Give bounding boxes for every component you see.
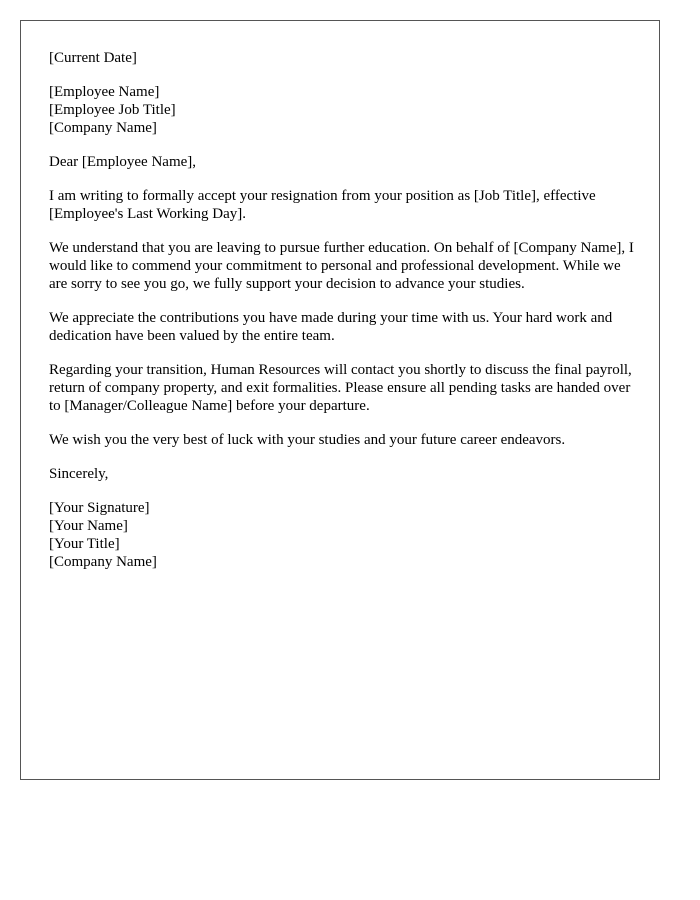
paragraph-transition: Regarding your transition, Human Resources will contact you shortly to discuss the final payroll, return of company property, and exit formalities. Please ensure all pending tasks are handed over to [Manager/Colleague Name] before your departure. [49,362,632,414]
recipient-name: [Employee Name] [49,84,160,100]
date-text: [Current Date] [49,50,137,66]
closing: Sincerely, [49,466,109,482]
salutation: Dear [Employee Name], [49,154,197,170]
sender-name: [Your Name] [49,518,128,534]
sender-block [49,499,639,571]
paragraph-acceptance: I am writing to formally accept your resignation from your position as [Job Title], effective [Employee's Last Working Day]. [49,188,596,222]
paragraph-well-wishes: We wish you the very best of luck with your studies and your future career endeavors. [49,432,566,448]
letter-date [49,49,639,67]
sender-company: [Company Name] [49,554,157,570]
paragraph-education: We understand that you are leaving to pursue further education. On behalf of [Company Name], I would like to commend your commitment to personal and professional development. While we are sorry to see you go, we fully support your decision to advance your studies. [49,240,634,292]
recipient-company: [Company Name] [49,120,157,136]
recipient-address [49,83,639,137]
sender-title: [Your Title] [49,536,120,552]
letter-body [49,49,639,587]
letter-page [20,20,660,780]
paragraph-appreciation: We appreciate the contributions you have made during your time with us. Your hard work and dedication have been valued by the entire team. [49,310,613,344]
sender-signature: [Your Signature] [49,500,150,516]
recipient-job-title: [Employee Job Title] [49,102,176,118]
